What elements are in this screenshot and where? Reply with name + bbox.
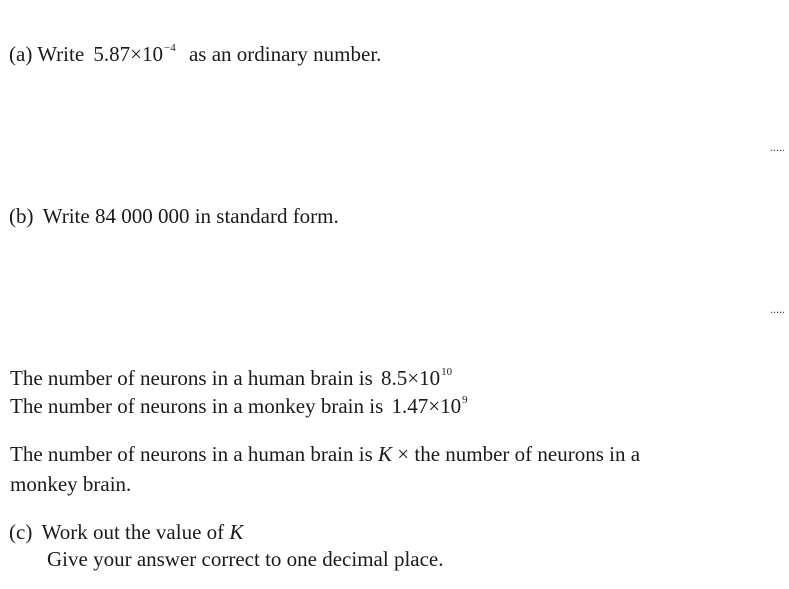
question-a bbox=[9, 44, 381, 65]
question-a-suffix: as an ordinary number. bbox=[188, 42, 382, 66]
question-a-mantissa: 5.87 bbox=[93, 42, 131, 66]
info-monkey-exponent: 9 bbox=[462, 394, 468, 406]
question-c-label: (c) bbox=[9, 520, 33, 544]
info-human-times: × bbox=[407, 366, 420, 390]
info-relation-line1 bbox=[10, 444, 640, 465]
question-a-base: 10 bbox=[142, 42, 163, 66]
answer-line-b[interactable]: ..... bbox=[770, 302, 785, 316]
question-a-prefix: Write bbox=[37, 42, 85, 66]
info-monkey-times: × bbox=[428, 394, 441, 418]
question-a-number bbox=[93, 42, 175, 66]
question-a-exponent: −4 bbox=[164, 42, 176, 54]
info-human bbox=[10, 368, 452, 389]
info-relation-var: K bbox=[378, 442, 393, 466]
info-monkey-number bbox=[392, 394, 468, 418]
info-monkey-prefix: The number of neurons in a monkey brain is bbox=[10, 394, 384, 418]
question-b-text: Write 84 000 000 in standard form. bbox=[42, 204, 339, 228]
info-human-mantissa: 8.5 bbox=[381, 366, 408, 390]
info-monkey-mantissa: 1.47 bbox=[391, 394, 429, 418]
info-human-number bbox=[381, 366, 452, 390]
info-human-base: 10 bbox=[419, 366, 441, 390]
answer-line-a[interactable]: ..... bbox=[770, 140, 785, 154]
question-b bbox=[9, 206, 339, 227]
info-human-exponent: 10 bbox=[441, 366, 453, 378]
info-monkey bbox=[10, 396, 468, 417]
question-c-prefix: Work out the value of bbox=[41, 520, 225, 544]
info-human-prefix: The number of neurons in a human brain is bbox=[10, 366, 373, 390]
question-a-label: (a) bbox=[9, 42, 33, 66]
info-relation-line2: monkey brain. bbox=[10, 472, 132, 496]
question-a-times: × bbox=[130, 42, 142, 66]
info-relation-part1: The number of neurons in a human brain is bbox=[10, 442, 373, 466]
question-b-label: (b) bbox=[9, 204, 34, 228]
info-relation-part2: × the number of neurons in a bbox=[397, 442, 641, 466]
question-c-line1 bbox=[9, 522, 243, 543]
info-monkey-base: 10 bbox=[440, 394, 462, 418]
question-c-var: K bbox=[229, 520, 244, 544]
question-c-line2: Give your answer correct to one decimal place. bbox=[47, 547, 444, 571]
